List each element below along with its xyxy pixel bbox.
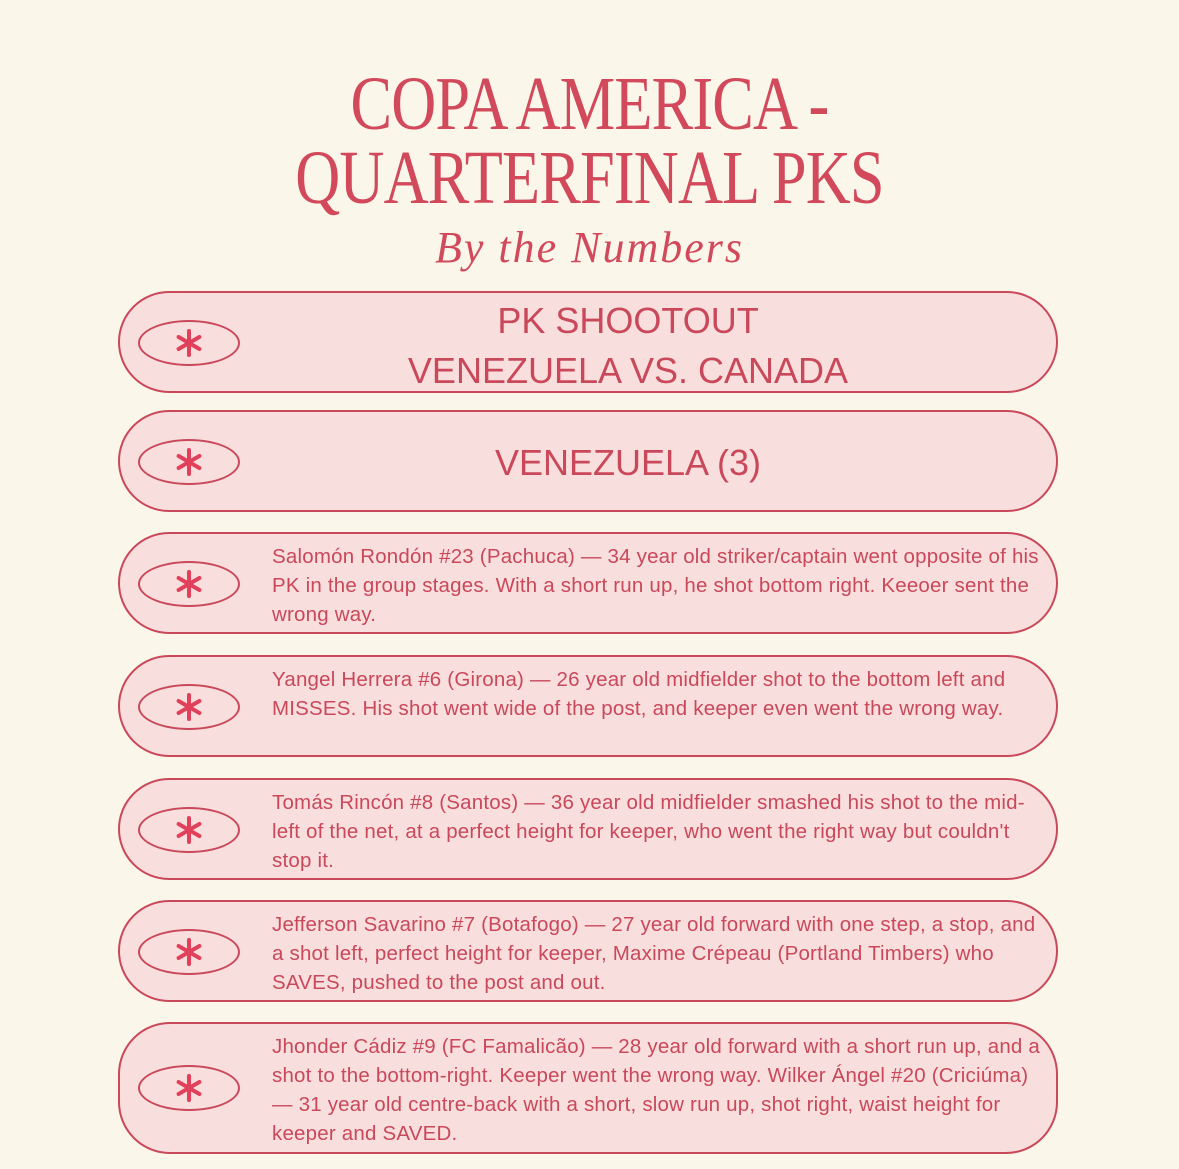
penalty-description: Tomás Rincón #8 (Santos) — 36 year old midfielder smashed his shot to the mid-left of the net, at a perfect height for keeper, who went the right way but couldn't stop it. bbox=[272, 791, 1025, 872]
asterisk-icon bbox=[174, 692, 204, 722]
asterisk-badge bbox=[138, 320, 240, 366]
penalty-description: Jhonder Cádiz #9 (FC Famalicão) — 28 year old forward with a short run up, and a shot to the bottom-right. Keeper went the wrong way. Wilker Ángel #20 (Criciúma) — 31 year old centre-back with a short, slow run up, shot right, waist height for keeper and SAVED. bbox=[272, 1035, 1041, 1145]
penalty-description: Jefferson Savarino #7 (Botafogo) — 27 year old forward with one step, a stop, and a shot left, perfect height for keeper, Maxime Crépeau (Portland Timbers) who SAVES, pushed to the post and out. bbox=[272, 913, 1036, 994]
shootout-title-line-2: VENEZUELA VS. CANADA bbox=[407, 350, 849, 391]
subtitle: By the Numbers bbox=[434, 223, 745, 272]
asterisk-icon bbox=[174, 937, 204, 967]
penalty-card bbox=[118, 532, 1058, 634]
asterisk-icon bbox=[174, 569, 204, 599]
penalty-card bbox=[118, 1022, 1058, 1154]
title-line-1: COPA AMERICA - bbox=[350, 62, 829, 146]
title-line-2: QUARTERFINAL PKS bbox=[295, 136, 884, 220]
shootout-title-line-1: PK SHOOTOUT bbox=[497, 300, 759, 341]
asterisk-badge bbox=[138, 1065, 240, 1111]
asterisk-badge bbox=[138, 561, 240, 607]
penalty-card bbox=[118, 655, 1058, 757]
asterisk-icon bbox=[174, 447, 204, 477]
asterisk-icon bbox=[174, 815, 204, 845]
penalty-description: Yangel Herrera #6 (Girona) — 26 year old midfielder shot to the bottom left and MISSES. His shot went wide of the post, and keeper even went the wrong way. bbox=[272, 668, 1006, 720]
team-card bbox=[118, 410, 1058, 512]
asterisk-badge bbox=[138, 439, 240, 485]
asterisk-badge bbox=[138, 684, 240, 730]
penalty-card bbox=[118, 900, 1058, 1002]
team-title: VENEZUELA (3) bbox=[494, 442, 762, 483]
asterisk-badge bbox=[138, 929, 240, 975]
shootout-header-card bbox=[118, 291, 1058, 393]
asterisk-icon bbox=[174, 328, 204, 358]
asterisk-badge bbox=[138, 807, 240, 853]
penalty-card bbox=[118, 778, 1058, 880]
shootout-title bbox=[260, 296, 996, 396]
asterisk-icon bbox=[174, 1073, 204, 1103]
penalty-description: Salomón Rondón #23 (Pachuca) — 34 year old striker/captain went opposite of his PK in the group stages. With a short run up, he shot bottom right. Keeoer sent the wrong way. bbox=[272, 545, 1039, 626]
